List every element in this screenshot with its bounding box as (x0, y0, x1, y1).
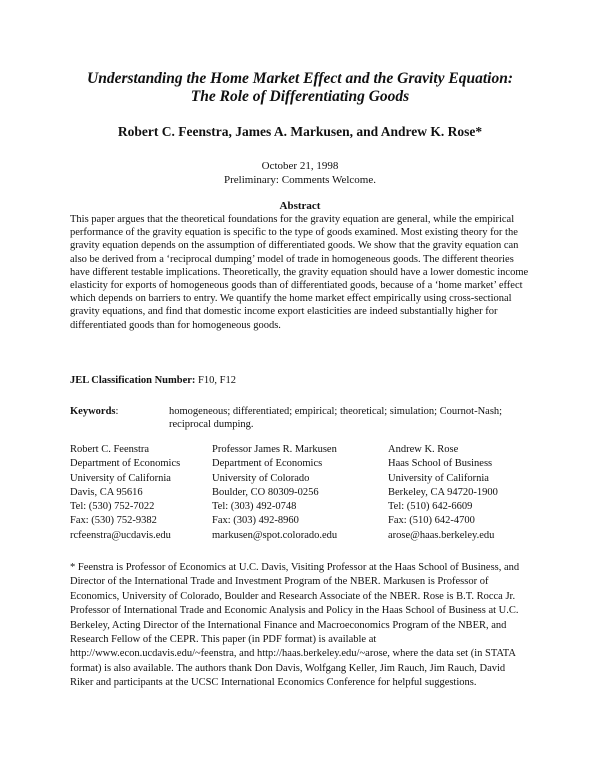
author-institution: University of California (388, 472, 489, 484)
author-institution: University of Colorado (212, 472, 310, 484)
author-email: arose@haas.berkeley.edu (388, 529, 495, 541)
author-department: Department of Economics (70, 458, 181, 470)
author-fax: Fax: (510) 642-4700 (388, 515, 475, 527)
paper-title (40, 70, 560, 106)
author-department: Department of Economics (212, 458, 323, 470)
abstract-heading: Abstract (279, 200, 321, 212)
author-city: Berkeley, CA 94720-1900 (388, 486, 498, 498)
author-name: Robert C. Feenstra (70, 444, 150, 455)
paper-date: October 21, 1998 (261, 160, 339, 172)
jel-classification (70, 375, 530, 386)
author-city: Boulder, CO 80309-0256 (212, 486, 319, 498)
footnote: * Feenstra is Professor of Economics at U.C. Davis, Visiting Professor at the Haas School of Business, and Director of the International Trade and Investment Program of the NBER. Markusen is Professor of Economics, University of Colorado, Boulder and Research Associate of the NBER. Rose is B.T. Rocca Jr. Professor of International Trade and Economic Analysis and Policy in the Haas School of Business at U.C. Berkeley, Acting Director of the International Finance and Macroeconomics Program of the NBER, and Research Fellow of the CEPR. This paper (in PDF format) is available at http://www.econ.ucdavis.edu/~feenstra, and http://haas.berkeley.edu/~arose, where the data set (in STATA format) is also available. The authors thank Don Davis, Wolfgang Keller, Jim Rauch, Jim Rauch, David Riker and participants at the UCSC International Economics Conference for helpful suggestions. (70, 562, 520, 689)
author-institution: University of California (70, 472, 171, 484)
keywords-label: Keywords: (70, 406, 119, 417)
author-department: Haas School of Business (388, 458, 493, 470)
author-fax: Fax: (303) 492-8960 (212, 515, 299, 527)
author-address (388, 443, 498, 543)
author-address (70, 443, 180, 543)
author-fax: Fax: (530) 752-9382 (70, 515, 157, 527)
jel-label: JEL Classification Number: (70, 375, 196, 386)
abstract-text: This paper argues that the theoretical foundations for the gravity equation are general, while the empirical performance of the gravity equation is specific to the type of goods examined. Most existing theory for the gravity equation depends on the assumption of differentiated goods. We show that the gravity equation can also be derived from a ‘reciprocal dumping’ model of trade in homogeneous goods. The different theories have different testable implications. Theoretically, the gravity equation should have a lower domestic income elasticity for exports of homogeneous goods than of differentiated goods, because of a ‘home market’ effect which depends on barriers to entry. We quantify the home market effect empirically using cross-sectional gravity equations, and find that domestic income export elasticities are indeed substantially higher for differentiated goods than for homogeneous goods. (70, 214, 529, 331)
author-name: Andrew K. Rose (388, 444, 459, 455)
author-city: Davis, CA 95616 (70, 486, 143, 498)
author-tel: Tel: (510) 642-6609 (388, 501, 473, 513)
author-email: rcfeenstra@ucdavis.edu (70, 529, 171, 541)
author-name: Professor James R. Markusen (212, 444, 337, 455)
keywords-value: homogeneous; differentiated; empirical; theoretical; simulation; Cournot-Nash; reciprocal dumping. (169, 406, 503, 430)
paper-status: Preliminary: Comments Welcome. (224, 174, 376, 186)
author-list: Robert C. Feenstra, James A. Markusen, and Andrew K. Rose* (117, 124, 483, 139)
author-address (212, 443, 337, 543)
title-line-1: Understanding the Home Market Effect and the Gravity Equation: (87, 70, 513, 87)
title-line-2: The Role of Differentiating Goods (190, 88, 410, 105)
date-block (40, 159, 560, 187)
author-tel: Tel: (530) 752-7022 (70, 501, 155, 513)
author-tel: Tel: (303) 492-0748 (212, 501, 297, 513)
jel-value: F10, F12 (198, 375, 236, 386)
author-email: markusen@spot.colorado.edu (212, 529, 338, 541)
